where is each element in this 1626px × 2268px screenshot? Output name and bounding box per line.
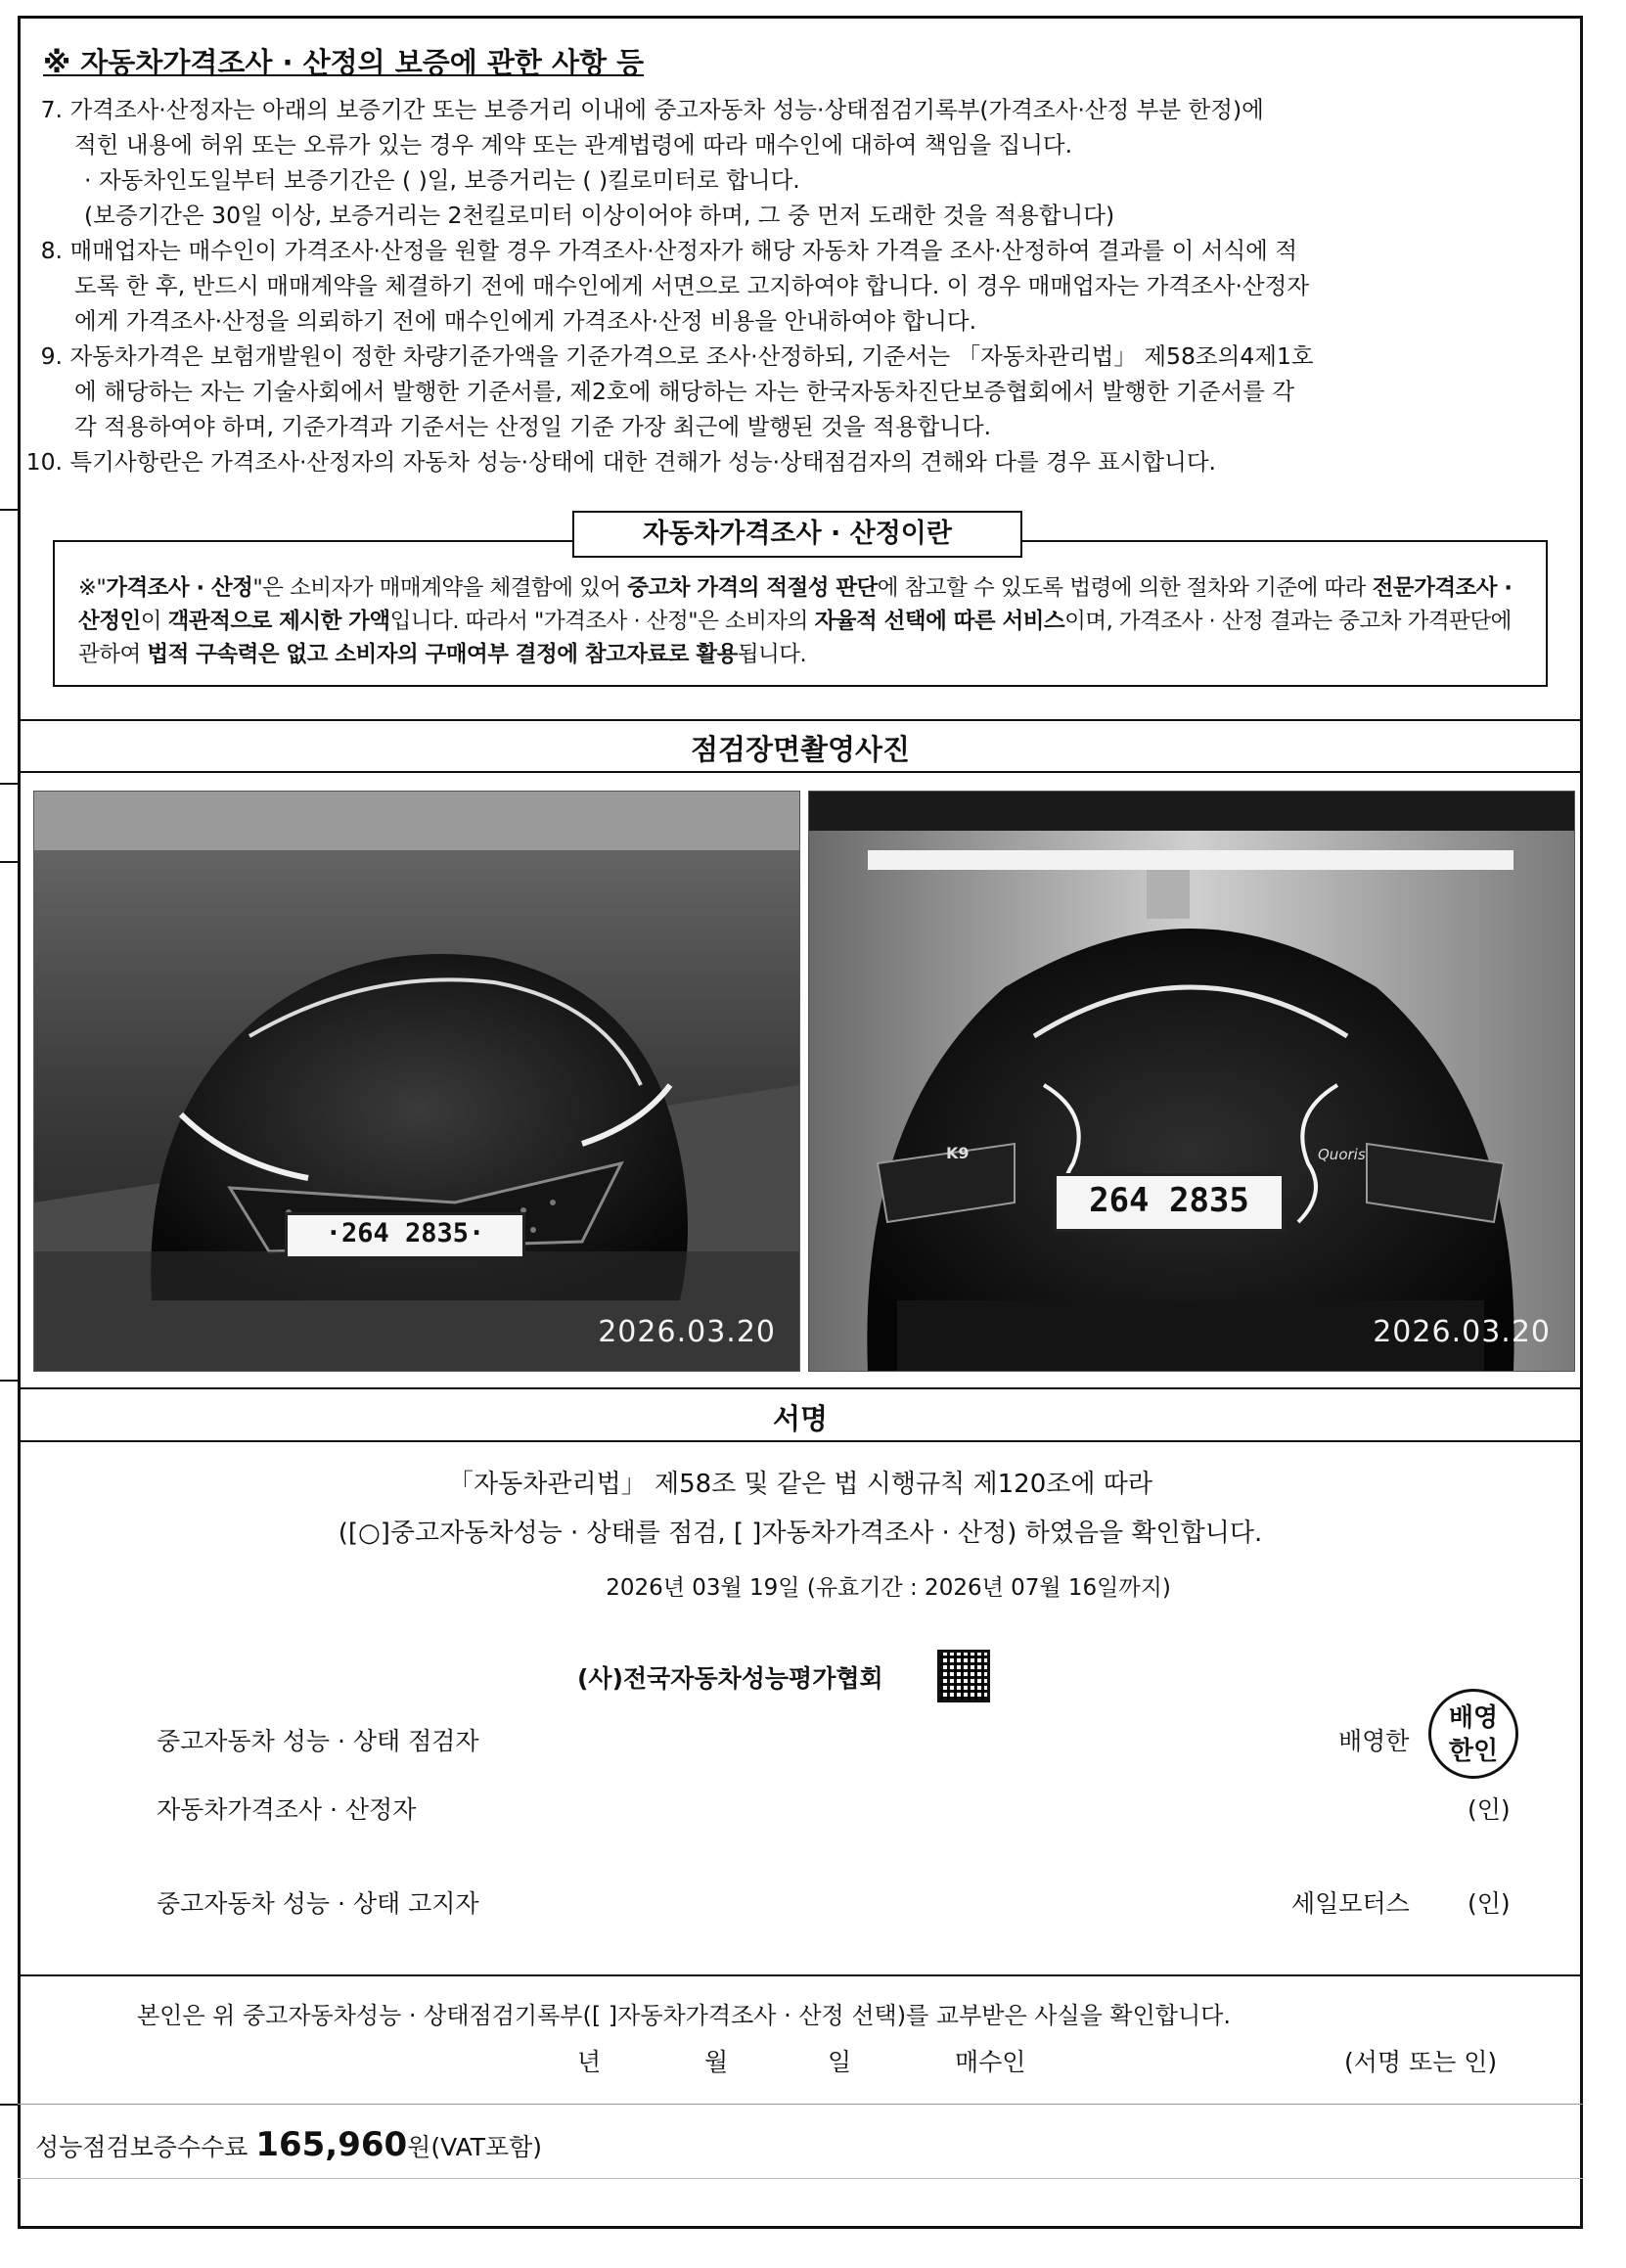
inspector-name: 배영한 — [1338, 1727, 1410, 1755]
rear-inspection-photo — [808, 791, 1575, 1372]
notifier-label: 중고자동차 성능 · 상태 고지자 — [157, 1889, 479, 1918]
definition-part: 됩니다. — [737, 642, 807, 667]
buyer-confirm-line: 본인은 위 중고자동차성능 · 상태점검기록부([ ]자동차가격조사 · 산정 선택)를 교부받은 사실을 확인합니다. — [137, 2002, 1231, 2029]
notifier-name: 세일모터스 — [1291, 1889, 1410, 1918]
buyer-sign-label: (서명 또는 인) — [1344, 2048, 1498, 2076]
inspection-fee — [35, 2125, 542, 2164]
section-rule — [18, 719, 1583, 721]
section-rule — [18, 1440, 1583, 1442]
notice-line: 매매업자는 매수인이 가격조사·산정을 원할 경우 가격조사·산정자가 해당 자동차 가격을 조사·산정하여 결과를 이 서식에 적 — [69, 237, 1298, 264]
notice-line: 에게 가격조사·산정을 의뢰하기 전에 매수인에게 가격조사·산정 비용을 안내하여야 합니다. — [74, 307, 977, 335]
notice-item-10 — [25, 444, 1552, 479]
notice-line: 가격조사·산정자는 아래의 보증기간 또는 보증거리 이내에 중고자동차 성능·상태점검기록부(가격조사·산정 부분 한정)에 — [69, 96, 1264, 123]
rear-car-image — [809, 792, 1574, 1371]
notice-number: 8. — [40, 237, 63, 264]
inspection-date-line: 2026년 03월 19일 (유효기간 : 2026년 07월 16일까지) — [606, 1575, 1171, 1601]
association-seal — [937, 1650, 990, 1702]
buyer-month-label: 월 — [704, 2048, 729, 2076]
front-car-image — [34, 792, 799, 1371]
inspector-seal — [1428, 1689, 1518, 1779]
buyer-label: 매수인 — [955, 2048, 1026, 2076]
rear-model-badge: K9 — [946, 1144, 970, 1162]
notice-number: 7. — [40, 96, 63, 123]
notice-line: 각 적용하여야 하며, 기준가격과 기준서는 산정일 기준 가장 최근에 발행된 것을 적용합니다. — [74, 413, 992, 440]
notice-item-9 — [25, 339, 1552, 444]
rear-photo-date: 2026.03.20 — [1373, 1315, 1551, 1349]
definition-part-bold: 객관적으로 제시한 가액 — [167, 609, 390, 634]
appraiser-seal-placeholder: (인) — [1468, 1795, 1511, 1824]
fee-label: 성능점검보증수수료 — [35, 2133, 248, 2161]
notice-number: 10. — [25, 448, 63, 476]
definition-part: 입니다. 따라서 "가격조사 · 산정"은 소비자의 — [389, 609, 815, 634]
definition-title: 자동차가격조사 · 산정이란 — [572, 511, 1022, 558]
buyer-year-label: 년 — [577, 2048, 602, 2076]
notice-line: 에 해당하는 자는 기술사회에서 발행한 기준서를, 제2호에 해당하는 자는 한국자동차진단보증협회에서 발행한 기준서를 각 — [74, 378, 1295, 405]
section-rule — [18, 2104, 1583, 2105]
notice-line: 자동차가격은 보험개발원이 정한 차량기준가액을 기준가격으로 조사·산정하되, 기준서는 「자동차관리법」 제58조의4제1호 — [69, 342, 1314, 370]
inspection-confirm-line: ([○]중고자동차성능 · 상태를 점검, [ ]자동차가격조사 · 산정) 하였음을 확인합니다. — [338, 1519, 1263, 1548]
definition-text — [78, 571, 1526, 671]
notice-sub-line: (보증기간은 30일 이상, 보증거리는 2천킬로미터 이상이어야 하며, 그 중 먼저 도래한 것을 적용합니다) — [84, 202, 1115, 229]
notice-item-8 — [25, 233, 1552, 339]
notice-sub-line: · 자동차인도일부터 보증기간은 ( )일, 보증거리는 ( )킬로미터로 합니다. — [84, 166, 800, 194]
definition-part-bold: 법적 구속력은 없고 소비자의 구매여부 결정에 참고자료로 활용 — [147, 642, 738, 667]
section-rule — [18, 771, 1583, 773]
section-rule — [18, 1387, 1583, 1389]
rear-license-plate: 264 2835 — [1054, 1173, 1285, 1232]
definition-part: "은 소비자가 매매계약을 체결함에 있어 — [252, 575, 628, 601]
left-stub-rule — [0, 861, 20, 863]
definition-part: ※" — [78, 575, 107, 601]
fee-amount: 165,960 — [255, 2125, 408, 2164]
rear-model-emblem: Quoris — [1318, 1146, 1366, 1163]
appraiser-label: 자동차가격조사 · 산정자 — [157, 1795, 417, 1824]
definition-part-bold: 전문가격조사 · 산정인 — [78, 575, 1513, 634]
notice-item-7 — [25, 92, 1552, 233]
signature-title: 서명 — [772, 1402, 829, 1435]
definition-part-bold: 자율적 선택에 따른 서비스 — [814, 609, 1065, 634]
notifier-seal-placeholder: (인) — [1468, 1889, 1511, 1918]
left-stub-rule — [0, 1380, 20, 1382]
notice-line: 적힌 내용에 허위 또는 오류가 있는 경우 계약 또는 관계법령에 따라 매수인에 대하여 책임을 집니다. — [74, 131, 1073, 159]
inspector-seal-text: 배영 한인 — [1448, 1703, 1499, 1766]
fee-unit: 원(VAT포함) — [407, 2133, 543, 2161]
section-rule — [18, 1974, 1583, 1976]
left-stub-rule — [0, 783, 20, 785]
section-rule — [18, 2178, 1583, 2179]
warranty-section-title: ※ 자동차가격조사 · 산정의 보증에 관한 사항 등 — [43, 46, 645, 79]
definition-part-bold: 중고차 가격의 적절성 판단 — [627, 575, 878, 601]
notice-line: 특기사항란은 가격조사·산정자의 자동차 성능·상태에 대한 견해가 성능·상태점검자의 견해와 다를 경우 표시합니다. — [69, 448, 1217, 476]
front-photo-date: 2026.03.20 — [598, 1315, 776, 1349]
buyer-day-label: 일 — [828, 2048, 852, 2076]
definition-part: 이 — [140, 609, 168, 634]
left-stub-rule — [0, 509, 20, 511]
left-stub-rule — [0, 2104, 20, 2106]
definition-part-bold: 가격조사 · 산정 — [106, 575, 253, 601]
inspector-label: 중고자동차 성능 · 상태 점검자 — [157, 1727, 479, 1755]
notice-line: 도록 한 후, 반드시 매매계약을 체결하기 전에 매수인에게 서면으로 고지하여야 합니다. 이 경우 매매업자는 가격조사·산정자 — [74, 272, 1310, 299]
notice-number: 9. — [40, 342, 63, 370]
association-name: (사)전국자동차성능평가협회 — [577, 1664, 883, 1693]
front-inspection-photo — [33, 791, 800, 1372]
definition-part: 에 참고할 수 있도록 법령에 의한 절차와 기준에 따라 — [877, 575, 1373, 601]
definition-part: 이며, 가격조사 · 산정 결과는 중고차 가격판단에 관하여 — [78, 609, 1512, 667]
law-basis-line: 「자동차관리법」 제58조 및 같은 법 시행규칙 제120조에 따라 — [448, 1470, 1152, 1499]
front-license-plate: ·264 2835· — [285, 1212, 525, 1259]
photos-title: 점검장면촬영사진 — [690, 733, 911, 766]
